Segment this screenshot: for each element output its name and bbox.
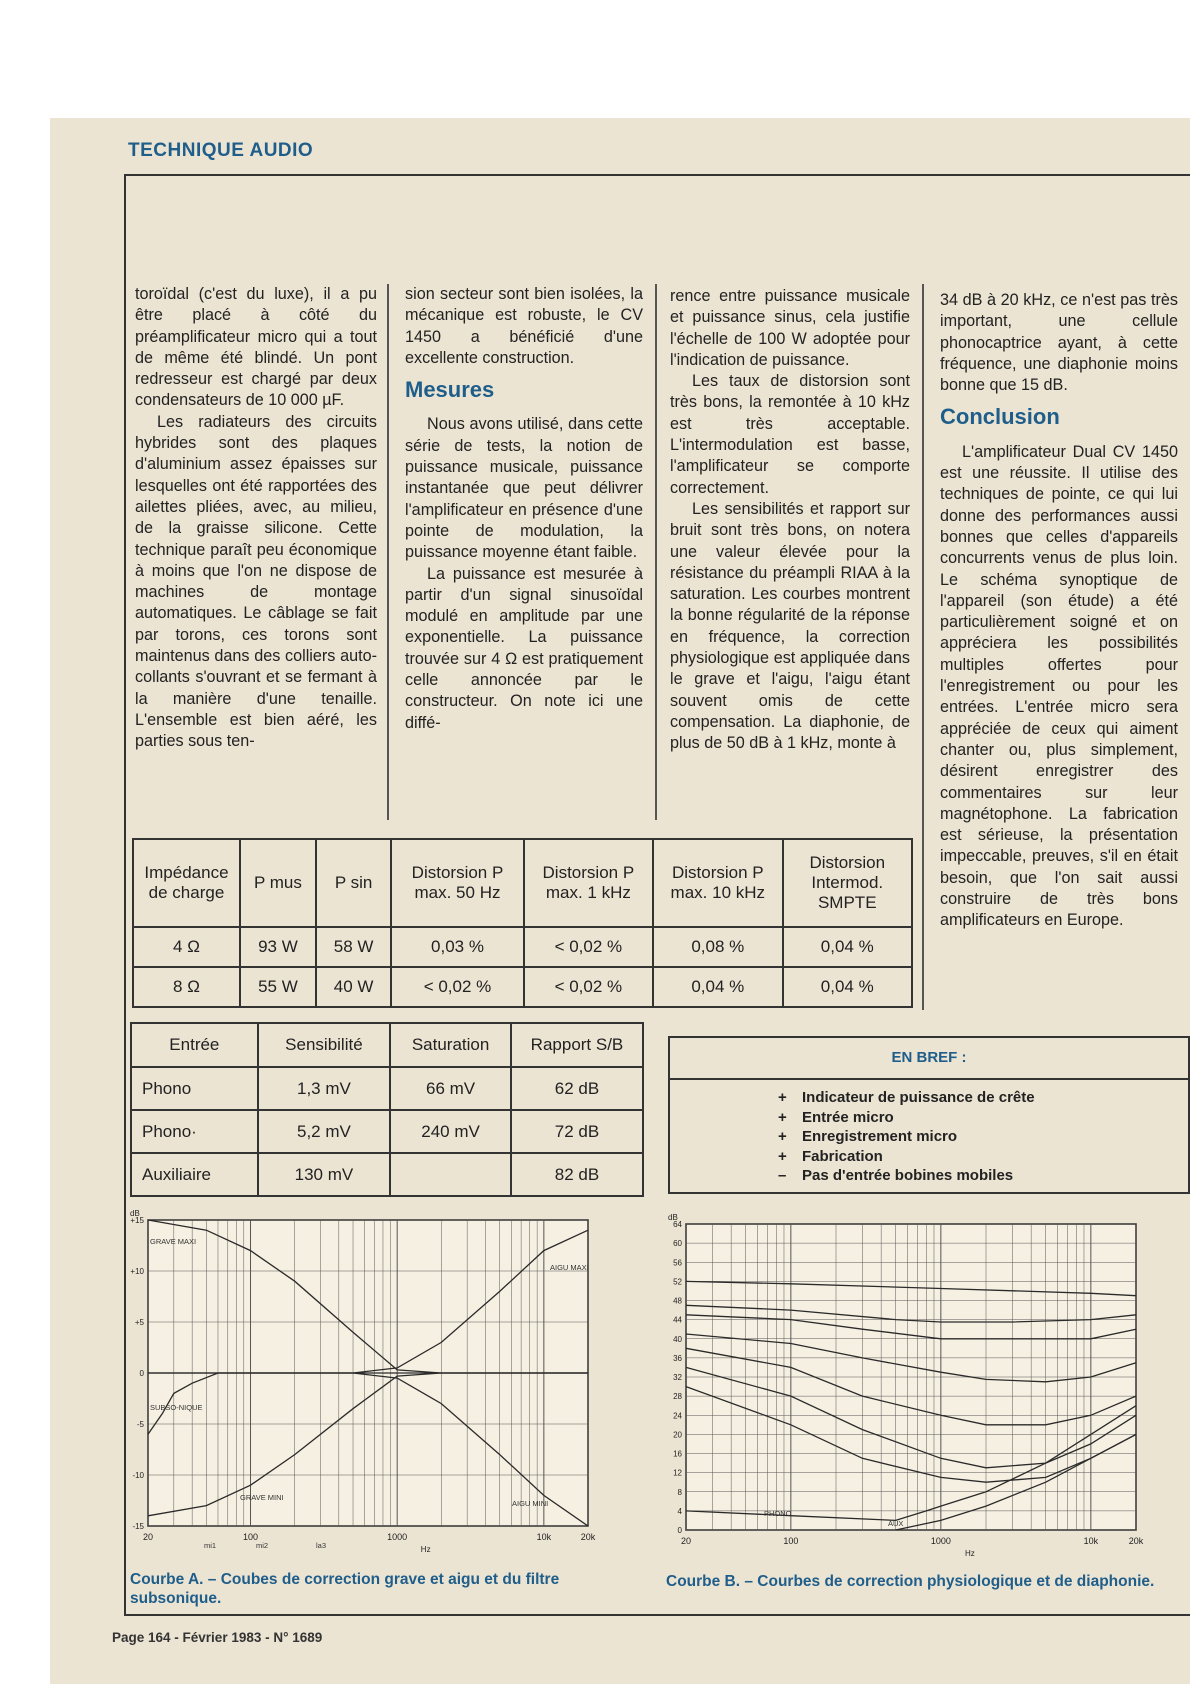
table-cell: 40 W	[316, 967, 391, 1007]
y-tick-label: 0	[677, 1526, 682, 1535]
caption-a: Courbe A. – Coubes de correction grave et aigu et du filtre subsonique.	[130, 1571, 560, 1607]
table-cell: Auxiliaire	[131, 1153, 258, 1196]
chart-annotation: GRAVE MINI	[240, 1493, 284, 1502]
column-divider	[655, 284, 657, 820]
x-tick-label: 20k	[580, 1532, 596, 1542]
list-sign: +	[778, 1108, 787, 1126]
paragraph: sion secteur sont bien isolées, la mécanique est robuste, le CV 1450 a bénéficié d'une excellente construction.	[405, 285, 643, 367]
table-header-row	[131, 1023, 643, 1067]
list-text: Indicateur de puissance de crête	[802, 1089, 1035, 1106]
y-tick-label: 4	[677, 1506, 682, 1516]
paragraph: Les taux de distorsion sont très bons, la remontée à 10 kHz est très acceptable. L'intermodulation est basse, l'amplificateur se comporte correctement.	[670, 372, 910, 497]
table-header-cell: P mus	[240, 839, 316, 927]
table-cell: < 0,02 %	[391, 967, 523, 1007]
frame-rule-bottom	[124, 1614, 1190, 1616]
y-tick-label: 28	[673, 1392, 682, 1402]
list-text: Pas d'entrée bobines mobiles	[802, 1167, 1014, 1184]
chart-annotation: AIGU MAXI	[550, 1263, 589, 1272]
paragraph: La puissance est mesurée à partir d'un signal sinusoïdal modulé en amplitude par une exponentielle. La puissance trouvée sur 4 Ω est pratiquement celle annoncée par le constructeur. On note ici une diffé-	[405, 564, 643, 732]
table-cell: 93 W	[240, 927, 316, 967]
y-tick-label: +15	[130, 1216, 144, 1225]
table-header-cell: Sensibilité	[258, 1023, 390, 1067]
list-sign: +	[778, 1089, 787, 1106]
sensitivity-table	[130, 1022, 644, 1197]
table-cell: 1,3 mV	[258, 1067, 390, 1110]
paragraph: Les sensibilités et rapport sur bruit sont très bons, on notera une valeur élevée pour la résistance du préampli RIAA à la saturation. Les courbes montrent la bonne régularité de la réponse en fréquence, la correction physiologique est appliquée dans le grave et l'aigu, l'aigu étant souvent omis de cette compensation. La diaphonie, de plus de 50 dB à 1 kHz, monte à	[670, 499, 910, 753]
table-row	[131, 1153, 643, 1196]
y-tick-label: 52	[673, 1277, 682, 1287]
y-tick-label: 56	[673, 1258, 682, 1268]
table-cell: 66 mV	[390, 1067, 511, 1110]
table-header-cell: Distorsion P max. 1 kHz	[524, 839, 653, 927]
x-tick-label: 100	[242, 1532, 259, 1542]
list-sign: +	[778, 1128, 787, 1145]
frame-rule-top	[124, 174, 1190, 176]
y-axis-label: dB	[130, 1210, 140, 1218]
chart-annotation: SUBSO-NIQUE	[150, 1403, 203, 1412]
paragraph: rence entre puissance musicale et puissance sinus, cela justifie l'échelle de 100 W adoptée pour l'indication de puissance.	[670, 287, 910, 369]
list-text: Enregistrement micro	[802, 1128, 958, 1145]
table-cell: 0,04 %	[783, 927, 912, 967]
text-column-1	[135, 284, 377, 753]
table-header-cell: Entrée	[131, 1023, 258, 1067]
y-tick-label: 12	[673, 1468, 682, 1478]
y-tick-label: 64	[673, 1220, 682, 1229]
section-title: TECHNIQUE AUDIO	[128, 140, 314, 161]
table-cell: 55 W	[240, 967, 316, 1007]
table-row	[133, 967, 912, 1007]
chart-annotation: GRAVE MAXI	[150, 1237, 197, 1246]
table-header-cell: Distorsion Intermod. SMPTE	[783, 839, 912, 927]
x-axis-label: Hz	[965, 1549, 975, 1558]
en-bref-title: EN BREF :	[670, 1038, 1188, 1080]
table-cell: 0,04 %	[653, 967, 782, 1007]
x-tick-label: 10k	[1083, 1536, 1099, 1546]
y-tick-label: 16	[673, 1449, 682, 1459]
table-header-cell: Saturation	[390, 1023, 511, 1067]
chart-annotation: mi2	[256, 1541, 269, 1550]
list-sign: +	[778, 1147, 787, 1165]
y-tick-label: 48	[673, 1296, 682, 1306]
chart-annotation: mi1	[204, 1541, 217, 1550]
power-distortion-table	[132, 838, 913, 1008]
list-item	[778, 1127, 1188, 1147]
chart-b	[660, 1214, 1168, 1574]
table-cell: 8 Ω	[133, 967, 240, 1007]
heading-conclusion: Conclusion	[940, 404, 1060, 430]
list-item	[778, 1088, 1188, 1108]
list-item	[778, 1166, 1188, 1186]
x-tick-label: 100	[783, 1536, 799, 1546]
table-row	[131, 1067, 643, 1110]
table-cell: 0,03 %	[391, 927, 523, 967]
chart-annotation: AIGU MINI	[512, 1499, 549, 1508]
list-sign: –	[778, 1167, 787, 1184]
column-divider	[387, 284, 389, 820]
text-column-2	[405, 284, 643, 734]
page-footer: Page 164 - Février 1983 - N° 1689	[112, 1630, 323, 1645]
table-cell: 130 mV	[258, 1153, 390, 1196]
x-tick-label: 1000	[930, 1536, 951, 1546]
table-cell: 72 dB	[511, 1110, 643, 1153]
y-tick-label: 8	[677, 1487, 682, 1497]
y-tick-label: 40	[673, 1334, 682, 1344]
chart-a	[120, 1210, 628, 1570]
list-text: Fabrication	[802, 1147, 883, 1165]
table-header-cell: Distorsion P max. 50 Hz	[391, 839, 523, 927]
table-cell: 240 mV	[390, 1110, 511, 1153]
table-cell: < 0,02 %	[524, 967, 653, 1007]
list-item	[778, 1108, 1188, 1128]
y-tick-label: -5	[136, 1420, 144, 1429]
table-cell: 62 dB	[511, 1067, 643, 1110]
chart-annotation: la3	[316, 1541, 327, 1550]
table-cell: 82 dB	[511, 1153, 643, 1196]
table-cell: 0,08 %	[653, 927, 782, 967]
y-tick-label: 20	[673, 1430, 682, 1440]
table-cell: Phono·	[131, 1110, 258, 1153]
x-tick-label: 20	[142, 1532, 154, 1542]
en-bref-list	[778, 1088, 1188, 1186]
paragraph: Nous avons utilisé, dans cette série de tests, la notion de puissance musicale, puissance instantanée que peut délivrer l'amplificateur en présence d'une pointe de modulation, la puissance moyenne étant faible.	[405, 415, 643, 562]
heading-mesures: Mesures	[405, 377, 495, 403]
list-item	[778, 1147, 1188, 1167]
column-divider	[922, 284, 924, 1010]
y-tick-label: 44	[673, 1315, 682, 1325]
y-tick-label: 24	[673, 1411, 682, 1421]
table-header-row	[133, 839, 912, 927]
paragraph: toroïdal (c'est du luxe), il a pu être placé à côté du préamplificateur micro qui a tout de même été blindé. Un pont redresseur est chargé par deux condensateurs de 10 000 µF.	[135, 285, 377, 410]
table-header-cell: P sin	[316, 839, 391, 927]
y-tick-label: 32	[673, 1373, 682, 1382]
y-axis-label: dB	[668, 1214, 678, 1222]
x-axis-label: Hz	[420, 1545, 431, 1554]
table-header-cell: Rapport S/B	[511, 1023, 643, 1067]
y-tick-label: +5	[134, 1318, 144, 1327]
table-cell: 5,2 mV	[258, 1110, 390, 1153]
table-row	[133, 927, 912, 967]
x-tick-label: 20	[680, 1536, 692, 1546]
x-tick-label: 20k	[1128, 1536, 1144, 1546]
chart-annotation: AUX	[888, 1519, 904, 1528]
x-tick-label: 10k	[536, 1532, 552, 1542]
caption-b: Courbe B. – Courbes de correction physiologique et de diaphonie.	[666, 1573, 1155, 1590]
table-cell: 58 W	[316, 927, 391, 967]
table-cell: Phono	[131, 1067, 258, 1110]
y-tick-label: 36	[673, 1353, 682, 1363]
table-header-cell: Impédance de charge	[133, 839, 240, 927]
y-tick-label: -15	[132, 1522, 144, 1531]
text-column-4	[940, 290, 1178, 932]
table-cell: < 0,02 %	[524, 927, 653, 967]
y-tick-label: -10	[132, 1471, 144, 1480]
list-text: Entrée micro	[802, 1108, 894, 1126]
table-row	[131, 1110, 643, 1153]
y-tick-label: 0	[139, 1369, 144, 1378]
y-tick-label: 60	[673, 1239, 682, 1249]
paragraph: Les radiateurs des circuits hybrides sont des plaques d'aluminium assez épaisses sur lesquelles ont été rapportées des ailettes pliées, avec, au milieu, de la graisse silicone. Cette technique paraît peu économique à moins que l'on ne dispose de machines de montage automatiques. Le câblage se fait par torons, ces torons sont maintenus dans des colliers auto-collants s'ouvrant et se fermant à la manière d'une tenaille. L'ensemble est bien aéré, les parties sous ten-	[135, 412, 377, 751]
table-cell: 4 Ω	[133, 927, 240, 967]
paragraph: 34 dB à 20 kHz, ce n'est pas très important, une cellule phonocaptrice ayant, à cette fréquence, une diaphonie moins bonne que 15 dB.	[940, 291, 1178, 395]
table-cell	[390, 1153, 511, 1196]
en-bref-box	[668, 1036, 1190, 1194]
text-column-3	[670, 286, 910, 755]
table-cell: 0,04 %	[783, 967, 912, 1007]
paragraph: L'amplificateur Dual CV 1450 est une réussite. Il utilise des techniques de pointe, ce qui lui donne des performances aussi bonnes que celles d'appareils concurrents venus de plus loin. Le schéma synoptique de l'appareil (son étude) a été particulièrement soigné et on appréciera les possibilités multiples offertes pour l'enregistrement ou pour les entrées. L'entrée micro sera appréciée de ceux qui aiment chanter ou, plus simplement, désirent enregistrer des commentaires sur leur magnétophone. La fabrication est sérieuse, la présentation impeccable, preuves, s'il en était besoin, que l'on sait aussi construire de très bons amplificateurs en Europe.	[940, 442, 1178, 930]
x-tick-label: 1000	[387, 1532, 408, 1542]
table-header-cell: Distorsion P max. 10 kHz	[653, 839, 782, 927]
y-tick-label: +10	[130, 1267, 144, 1276]
chart-annotation: PHONO	[764, 1509, 792, 1518]
